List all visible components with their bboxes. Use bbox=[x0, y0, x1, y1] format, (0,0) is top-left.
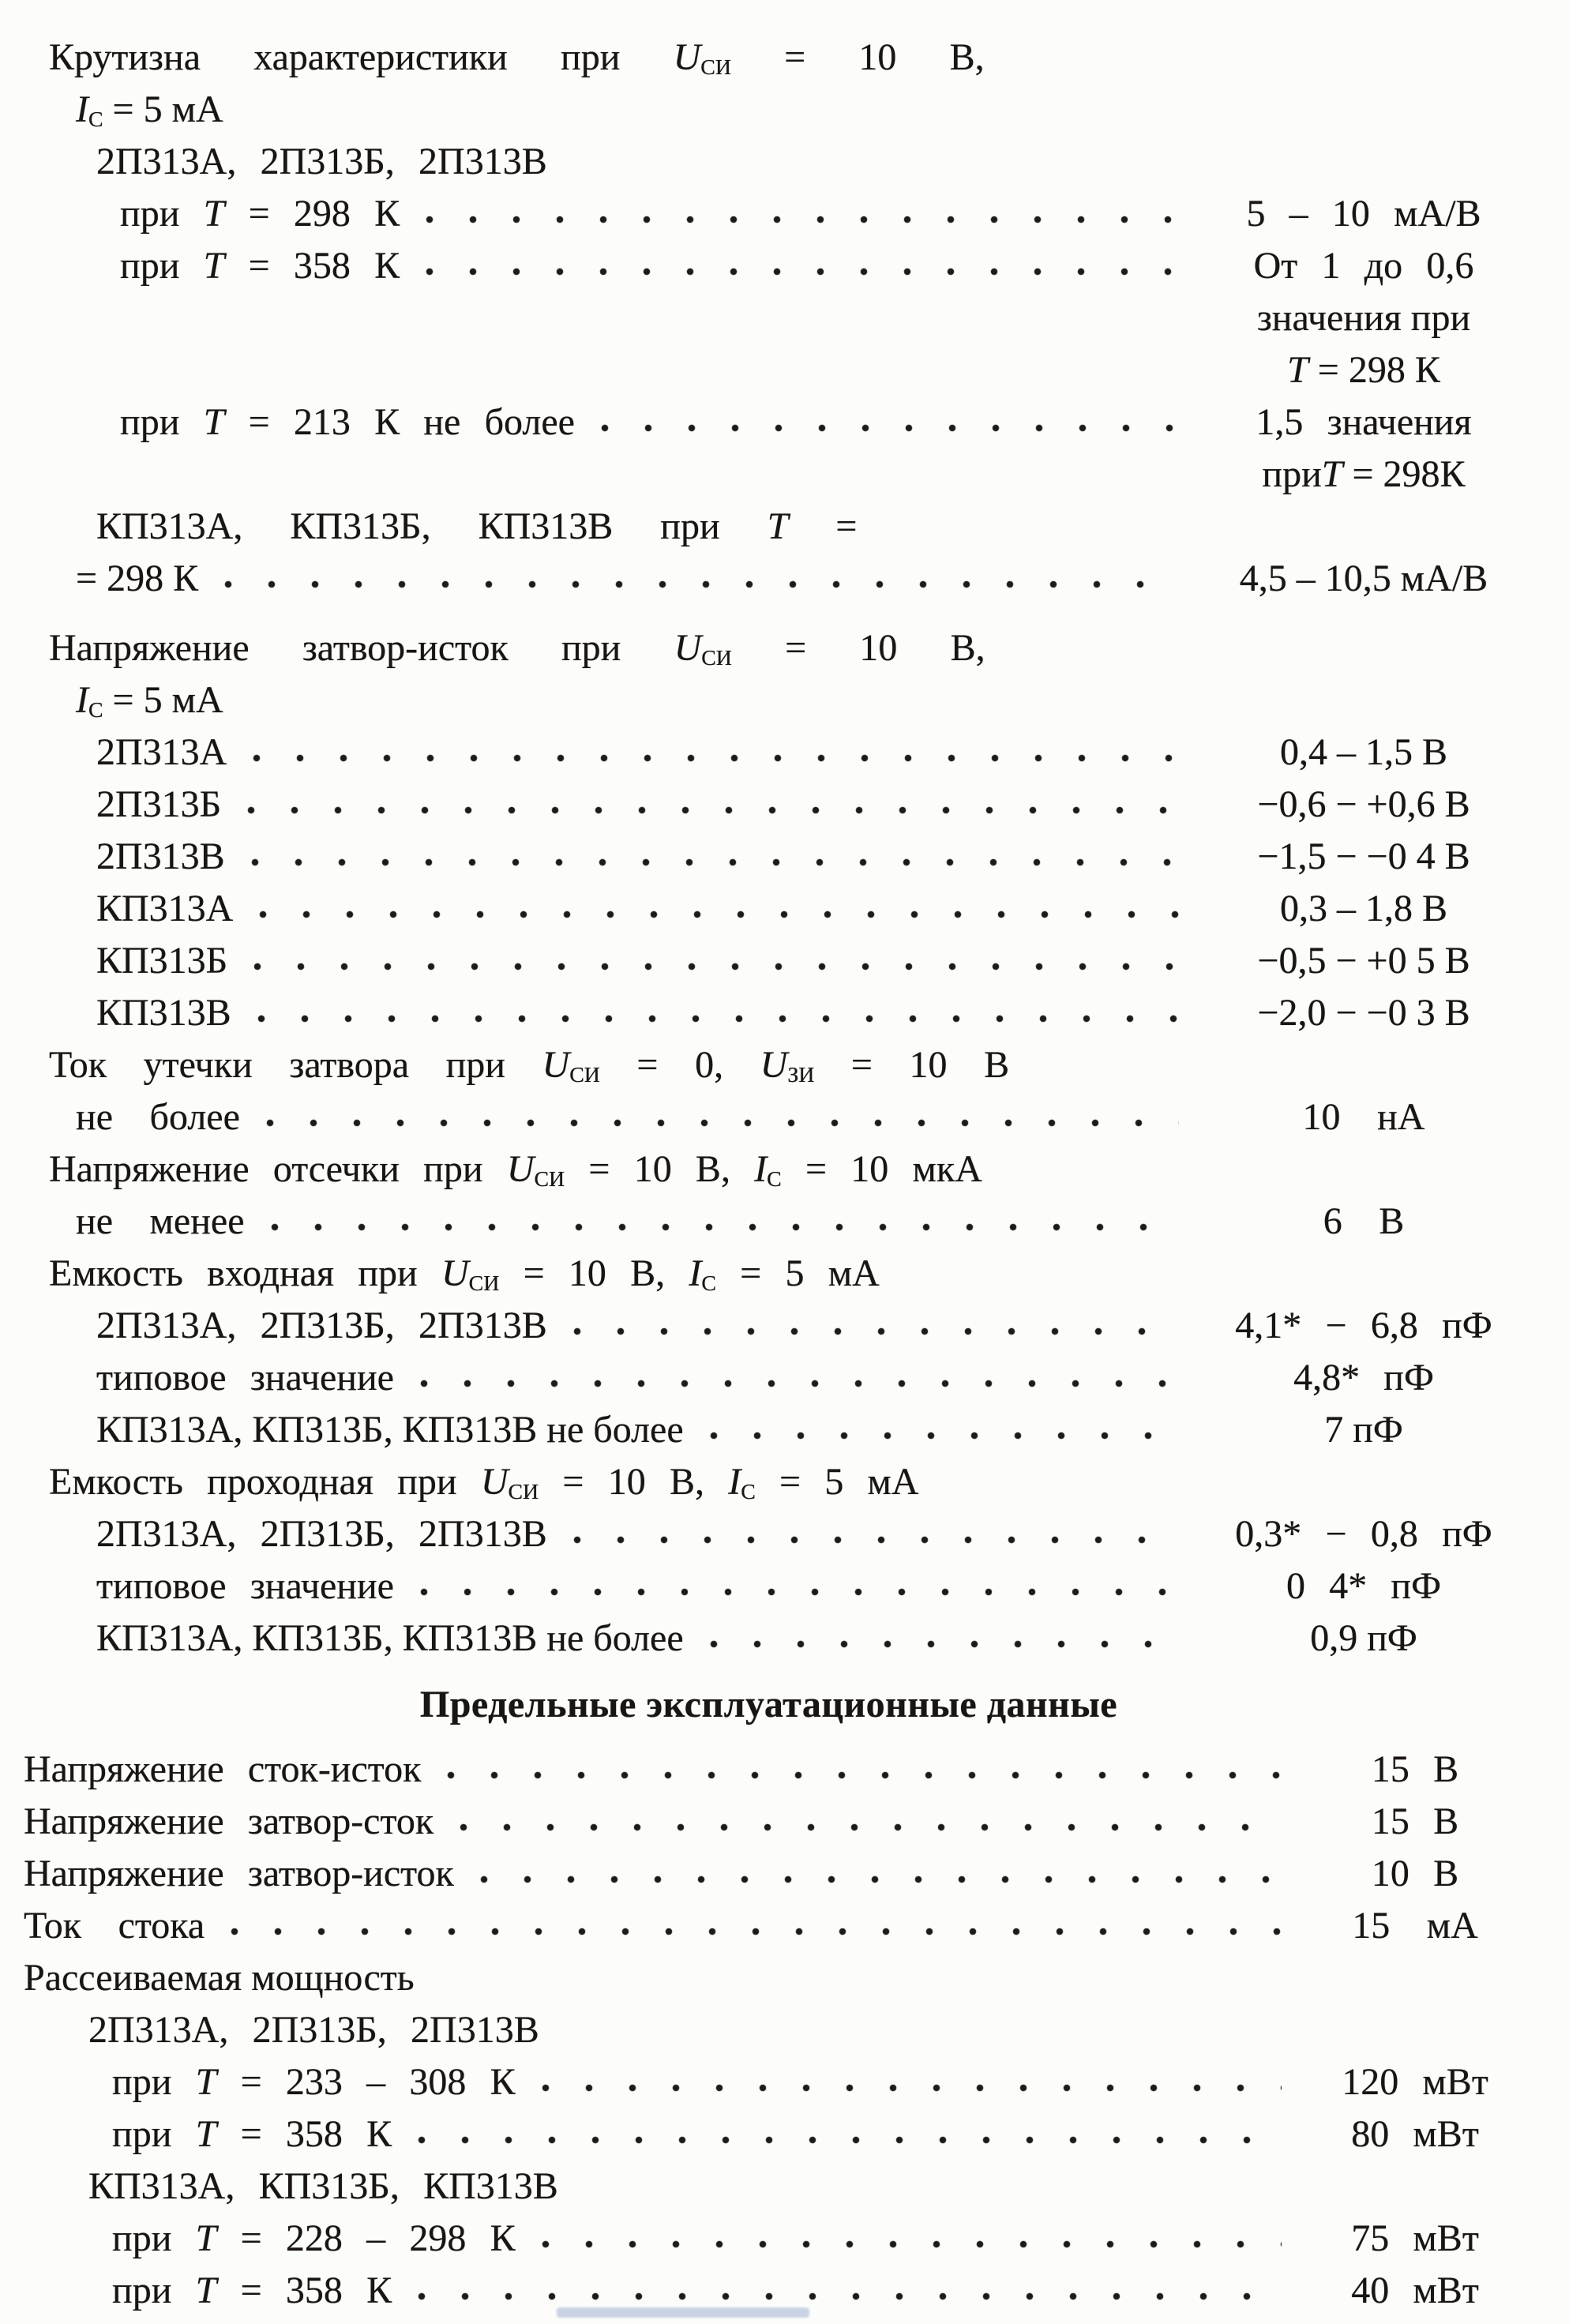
spec-row bbox=[0, 1039, 1537, 1091]
spec-row bbox=[0, 136, 1537, 188]
spec-row bbox=[0, 240, 1537, 292]
spec-label: $I_С = 5$ мА bbox=[76, 88, 223, 133]
spec-row bbox=[0, 84, 1537, 136]
spec-row bbox=[0, 2056, 1537, 2108]
spec-row bbox=[0, 883, 1537, 935]
spec-row bbox=[0, 1300, 1537, 1352]
spec-label: при Т = 213 К не более bbox=[120, 401, 575, 443]
spec-value: −2,0 − −0 3 В bbox=[1257, 992, 1470, 1034]
dot-leader bbox=[264, 1091, 1179, 1143]
section-heading: Предельные эксплуатационные данные bbox=[419, 1684, 1118, 1725]
spec-row bbox=[0, 2213, 1537, 2265]
spec-value: 1,5 значения bbox=[1256, 401, 1472, 443]
spec-row bbox=[0, 2108, 1537, 2161]
dot-leader bbox=[708, 1404, 1179, 1456]
spec-value: 4,5 – 10,5 мА/В bbox=[1239, 558, 1488, 599]
spec-row bbox=[0, 188, 1537, 240]
spec-row bbox=[0, 32, 1537, 84]
italic-symbol: U bbox=[674, 627, 702, 669]
spec-value: 0,3* − 0,8 пФ bbox=[1235, 1513, 1492, 1555]
spec-row bbox=[0, 1196, 1537, 1248]
spec-row bbox=[0, 779, 1537, 831]
spec-row bbox=[0, 1848, 1537, 1900]
spec-row bbox=[0, 449, 1537, 501]
dot-leader bbox=[245, 779, 1179, 831]
spec-label: Емкость проходная при $U_{СИ} = 10$ В, $I_С = 5$ мА bbox=[49, 1461, 919, 1505]
spec-label: Напряжение сток-исток bbox=[24, 1748, 422, 1790]
spec-label: КП313А, КП313Б, КП313В не более bbox=[96, 1409, 684, 1451]
dot-leader bbox=[571, 1300, 1179, 1352]
dot-leader bbox=[249, 831, 1179, 883]
spec-value: Т = 298 К bbox=[1287, 349, 1440, 391]
subscript: СИ bbox=[468, 1271, 500, 1297]
spec-label: Напряжение затвор-сток bbox=[24, 1800, 434, 1842]
spec-row bbox=[0, 344, 1537, 396]
subscript: СИ bbox=[701, 646, 732, 671]
spec-label: КП313Б bbox=[96, 940, 228, 982]
spec-row bbox=[0, 1613, 1537, 1665]
spec-value: 0,4 – 1,5 В bbox=[1279, 731, 1447, 773]
italic-symbol: Т bbox=[203, 245, 225, 287]
spec-row bbox=[0, 726, 1537, 779]
spec-label: КП313В bbox=[96, 992, 231, 1034]
italic-symbol: Т bbox=[195, 2061, 217, 2103]
spec-value: 0,9 пФ bbox=[1310, 1617, 1417, 1659]
italic-symbol: U bbox=[506, 1148, 535, 1190]
subscript: СИ bbox=[534, 1167, 565, 1192]
subscript: СИ bbox=[569, 1063, 600, 1088]
spec-row bbox=[0, 1952, 1537, 2004]
spec-label: типовое значение bbox=[96, 1565, 394, 1607]
italic-symbol: Т bbox=[195, 2270, 217, 2311]
italic-symbol: I bbox=[76, 679, 88, 721]
dot-leader bbox=[423, 188, 1179, 240]
spec-label: Емкость входная при $U_{СИ} = 10$ В, $I_С = 5$ мА bbox=[49, 1252, 880, 1297]
spec-value: 75 мВт bbox=[1351, 2217, 1479, 2259]
spec-row bbox=[0, 1248, 1537, 1300]
dot-leader bbox=[539, 2056, 1282, 2108]
italic-symbol: U bbox=[480, 1461, 509, 1503]
spec-value: 80 мВт bbox=[1351, 2113, 1479, 2155]
subscript: С bbox=[767, 1167, 782, 1192]
italic-symbol: U bbox=[673, 36, 701, 78]
spec-row bbox=[0, 1143, 1537, 1196]
spec-row bbox=[0, 292, 1537, 344]
spec-label: 2П313Б bbox=[96, 783, 222, 825]
spec-label: $I_С = 5$ мА bbox=[76, 679, 223, 723]
spec-label: КП313А, КП313Б, КП313В при Т = bbox=[96, 505, 858, 547]
dot-leader bbox=[268, 1196, 1179, 1248]
subscript: ЗИ bbox=[787, 1063, 815, 1088]
spec-value: −0,6 − +0,6 В bbox=[1257, 783, 1470, 825]
spec-label: КП313А bbox=[96, 888, 234, 929]
spec-value: 15 В bbox=[1371, 1748, 1459, 1790]
italic-symbol: Т bbox=[195, 2113, 217, 2155]
spec-row bbox=[0, 1091, 1537, 1143]
spec-value: 40 мВт bbox=[1351, 2270, 1479, 2311]
spec-row bbox=[0, 2161, 1537, 2213]
dot-leader bbox=[599, 396, 1179, 449]
subscript: СИ bbox=[700, 55, 731, 81]
dot-leader bbox=[222, 553, 1179, 605]
italic-symbol: Т bbox=[1287, 349, 1308, 391]
spec-value: 7 пФ bbox=[1324, 1409, 1403, 1451]
spec-row bbox=[0, 553, 1537, 605]
spec-value: приТ = 298К bbox=[1262, 453, 1466, 495]
scan-artifact bbox=[557, 2307, 809, 2318]
spec-label: 2П313В bbox=[96, 835, 225, 877]
spec-row bbox=[0, 1560, 1537, 1613]
spec-label: Крутизна характеристики при $U_{СИ} = 10$ В, bbox=[49, 36, 985, 81]
spec-label: Напряжение затвор-исток bbox=[24, 1853, 454, 1894]
dot-leader bbox=[708, 1613, 1179, 1665]
subscript: СИ bbox=[508, 1480, 539, 1505]
spec-label: = 298 К bbox=[76, 558, 199, 599]
spec-row bbox=[0, 1900, 1537, 1952]
dot-leader bbox=[418, 1560, 1179, 1613]
spec-value: −0,5 − +0 5 В bbox=[1257, 940, 1470, 982]
dot-leader bbox=[415, 2265, 1282, 2317]
spec-row bbox=[0, 1744, 1537, 1796]
spec-value: 0,3 – 1,8 В bbox=[1279, 888, 1447, 929]
spec-label: Рассеиваемая мощность bbox=[24, 1957, 415, 1999]
spec-value: значения при bbox=[1256, 297, 1471, 339]
dot-leader bbox=[257, 883, 1179, 935]
spec-row bbox=[0, 935, 1537, 987]
spec-value: 10 В bbox=[1371, 1853, 1459, 1894]
subscript: С bbox=[741, 1480, 756, 1505]
spec-row bbox=[0, 987, 1537, 1039]
subscript: С bbox=[88, 698, 103, 723]
spec-row bbox=[0, 1456, 1537, 1508]
spec-value: 6 В bbox=[1323, 1200, 1405, 1242]
dot-leader bbox=[445, 1744, 1282, 1796]
dot-leader bbox=[571, 1508, 1179, 1560]
italic-symbol: U bbox=[441, 1252, 469, 1294]
spec-label: при Т = 358 К bbox=[112, 2270, 392, 2311]
spec-label: 2П313А, 2П313Б, 2П313В bbox=[96, 141, 547, 182]
spec-label: при Т = 358 К bbox=[112, 2113, 392, 2155]
spec-value: 4,1* − 6,8 пФ bbox=[1235, 1305, 1492, 1346]
spec-label: типовое значение bbox=[96, 1357, 394, 1399]
dot-leader bbox=[228, 1900, 1282, 1952]
italic-symbol: I bbox=[689, 1252, 702, 1294]
spec-label: 2П313А bbox=[96, 731, 227, 773]
italic-symbol: I bbox=[76, 88, 88, 130]
spec-label: при Т = 358 К bbox=[120, 245, 400, 287]
italic-symbol: U bbox=[542, 1044, 570, 1086]
dot-leader bbox=[478, 1848, 1282, 1900]
italic-symbol: Т bbox=[767, 505, 789, 547]
spec-label: Напряжение отсечки при $U_{СИ} = 10$ В, $I_С = 10$ мкА bbox=[49, 1148, 982, 1192]
dot-leader bbox=[251, 935, 1179, 987]
spec-row bbox=[0, 1508, 1537, 1560]
spec-label: 2П313А, 2П313Б, 2П313В bbox=[96, 1513, 547, 1555]
spec-label: 2П313А, 2П313Б, 2П313В bbox=[96, 1305, 547, 1346]
dot-leader bbox=[457, 1796, 1282, 1848]
spec-value: 10 нА bbox=[1302, 1096, 1425, 1138]
subscript: С bbox=[701, 1271, 716, 1297]
spec-value: 15 мА bbox=[1352, 1905, 1478, 1947]
spec-row bbox=[0, 674, 1537, 726]
spec-label: не более bbox=[76, 1096, 240, 1138]
spec-row bbox=[0, 396, 1537, 449]
spec-value: −1,5 − −0 4 В bbox=[1257, 835, 1470, 877]
dot-leader bbox=[255, 987, 1179, 1039]
spec-value: 15 В bbox=[1371, 1800, 1459, 1842]
spec-label: 2П313А, 2П313Б, 2П313В bbox=[88, 2009, 539, 2051]
spec-label: КП313А, КП313Б, КП313В не более bbox=[96, 1617, 684, 1659]
spec-row bbox=[0, 622, 1537, 674]
italic-symbol: U bbox=[760, 1044, 788, 1086]
italic-symbol: Т bbox=[1321, 453, 1343, 495]
italic-symbol: Т bbox=[203, 401, 225, 443]
dot-leader bbox=[250, 726, 1179, 779]
dot-leader bbox=[539, 2213, 1282, 2265]
spec-label: при Т = 233 – 308 К bbox=[112, 2061, 516, 2103]
spec-list bbox=[0, 32, 1537, 2317]
italic-symbol: I bbox=[728, 1461, 741, 1503]
spec-row bbox=[0, 1796, 1537, 1848]
spec-label: не менее bbox=[76, 1200, 245, 1242]
spec-row bbox=[0, 831, 1537, 883]
spec-label: при Т = 228 – 298 К bbox=[112, 2217, 516, 2259]
spec-label: КП313А, КП313Б, КП313В bbox=[88, 2165, 558, 2207]
italic-symbol: Т bbox=[195, 2217, 217, 2259]
spec-label: Ток стока bbox=[24, 1905, 205, 1947]
dot-leader bbox=[415, 2108, 1282, 2161]
spec-label: Ток утечки затвора при $U_{СИ} = 0$, $U_{ЗИ} = 10$ В bbox=[49, 1044, 1010, 1088]
dot-leader bbox=[423, 240, 1179, 292]
spec-row bbox=[0, 501, 1537, 553]
italic-symbol: I bbox=[754, 1148, 768, 1190]
italic-symbol: Т bbox=[203, 193, 225, 235]
spec-label: Напряжение затвор-исток при $U_{СИ} = 10$ В, bbox=[49, 627, 985, 671]
spec-value: 120 мВт bbox=[1342, 2061, 1488, 2103]
spec-value: 0 4* пФ bbox=[1286, 1565, 1442, 1607]
dot-leader bbox=[418, 1352, 1179, 1404]
spec-value: От 1 до 0,6 bbox=[1253, 245, 1474, 287]
subscript: С bbox=[88, 107, 103, 133]
spec-row bbox=[0, 1352, 1537, 1404]
spec-row bbox=[0, 1404, 1537, 1456]
spec-row bbox=[0, 2004, 1537, 2056]
spec-value: 5 – 10 мА/В bbox=[1246, 193, 1481, 235]
spec-label: при Т = 298 К bbox=[120, 193, 400, 235]
spec-value: 4,8* пФ bbox=[1293, 1357, 1434, 1399]
